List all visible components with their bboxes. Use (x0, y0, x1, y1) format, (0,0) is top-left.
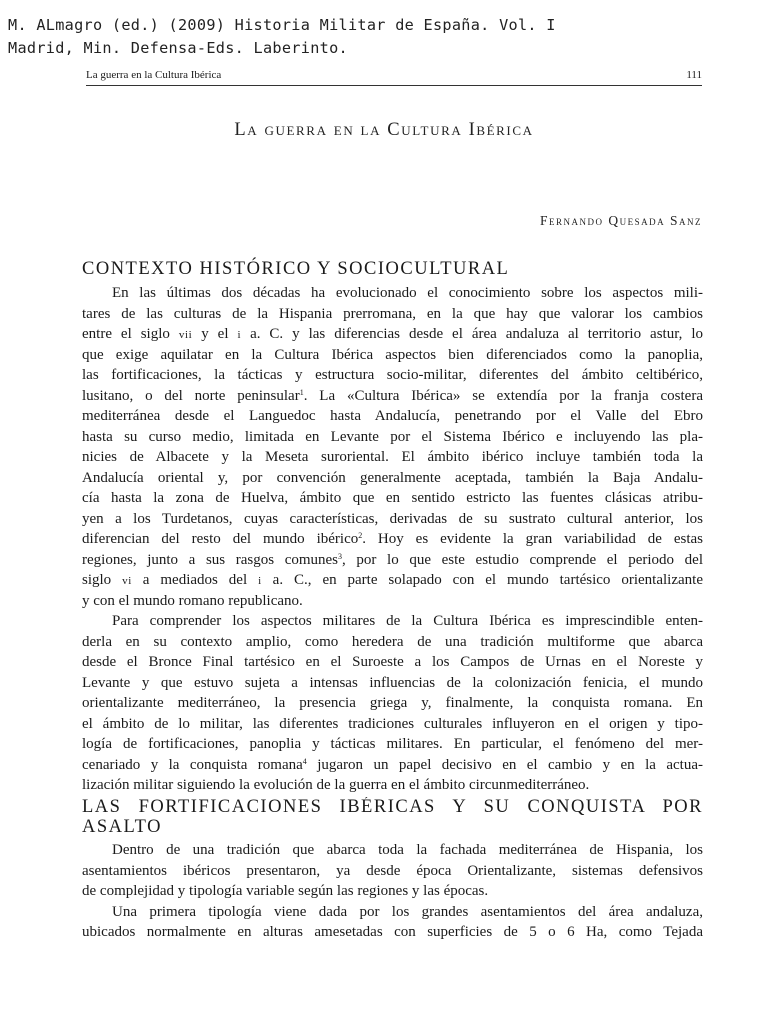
section-contexto (82, 259, 703, 796)
text-line: Una primera tipología viene dada por los grandes asentamientos del área andaluza, (112, 903, 703, 920)
footnote-ref: 2 (358, 531, 363, 540)
text-line: logía de fortificaciones, panoplia y tácticas militares. En particular, el fenómeno del mer- (82, 736, 703, 752)
page-number: 111 (686, 69, 702, 81)
paragraph-3 (82, 840, 703, 902)
footnote-ref: 1 (299, 387, 304, 397)
text-line: de complejidad y tipología variable según las regiones y las épocas. (82, 883, 489, 899)
text-line: que exige aquilatar en la Cultura Ibérica aspectos bien diferenciados como la panoplia, (82, 346, 703, 363)
paragraph-2 (82, 611, 703, 796)
section-heading (82, 797, 703, 837)
text-line: Levante y que estuvo sujeta a intensas influencias de la colonización fenicia, el mundo (82, 674, 703, 691)
text-line: hasta su curso medio, limitada en Levante por el Sistema Ibérico e incluyendo las pla- (82, 428, 703, 445)
text-line: Para comprender los aspectos militares de la Cultura Ibérica es imprescindible enten- (112, 613, 703, 629)
text-line: y con el mundo romano republicano. (82, 592, 303, 609)
paragraph-1 (82, 283, 703, 611)
text-line: cía hasta la zona de Huelva, ámbito que en sentido estricto las fuentes clásicas atribu- (82, 490, 703, 506)
text-line: tares de las culturas de la Hispania prerromana, en la que hay que valorar los cambios (82, 305, 703, 322)
text-line: Dentro de una tradición que abarca toda la fachada mediterránea de Hispania, los (112, 842, 703, 858)
running-head (86, 68, 702, 86)
footnote-ref: 3 (338, 551, 343, 561)
text-line: las fortificaciones, la tácticas y estructura socio-militar, diferentes del ámbito celtibérico, (82, 367, 703, 383)
text-line: lusitano, o del norte peninsular$^1$. La «Cultura Ibérica» se extendía por la franja costera (82, 387, 703, 404)
text-line: nicies de Albacete y la Meseta suroriental. El ámbito ibérico incluye también toda la (82, 449, 703, 465)
text-line: siglo vi a mediados del i a. C., en parte solapado con el mundo tartésico orientalizante (82, 572, 703, 588)
text-line: cenariado y la conquista romana$^4$ jugaron un papel decisivo en el cambio y en la actua- (82, 756, 703, 773)
paragraph-4 (82, 902, 703, 943)
running-head-title: La guerra en la Cultura Ibérica (86, 69, 222, 81)
text-line: el ámbito de lo militar, las diferentes tradiciones culturales influyeron en el origen y tipo- (82, 715, 703, 732)
text-line: ubicados normalmente en alturas amesetadas con superficies de 5 o 6 Ha, como Tejada (82, 924, 703, 940)
text-line: desde el Bronce Final tartésico en el Suroeste a los Campos de Urnas en el Noreste y (82, 654, 703, 670)
citation-line-2: Madrid, Min. Defensa-Eds. Laberinto. (8, 39, 348, 57)
text-line: regiones, junto a sus rasgos comunes$^3$, por lo que este estudio comprende el periodo del (82, 551, 703, 568)
author-name: Fernando Quesada Sanz (539, 213, 702, 228)
text-line: yen a los Turdetanos, cuyas características, derivadas de su sustrato cultural anterior, los (82, 510, 703, 527)
section-heading-line-2: ASALTO (82, 817, 162, 837)
text-line: asentamientos ibéricos presentaron, ya desde época Orientalizante, sistemas defensivos (82, 862, 703, 879)
section-fortificaciones (82, 797, 703, 943)
text-line: entre el siglo vii y el i a. C. y las diferencias desde el área andaluza al territorio astur, lo (82, 326, 703, 342)
text-line: orientalizante mediterráneo, la presencia griega y, finalmente, la conquista romana. En (82, 695, 703, 711)
citation-header (8, 14, 760, 60)
text-line: Andalucía oriental y, por convención generalmente aceptada, también la Baja Andalu- (82, 469, 703, 486)
text-line: mediterránea desde el Languedoc hasta Andalucía, penetrando por el Valle del Ebro (82, 408, 703, 424)
text-line: lización militar siguiendo la evolución de la guerra en el ámbito circunmediterráneo. (82, 777, 590, 793)
text-line: diferencian del resto del mundo ibérico$^2$. Hoy es evidente la gran variabilidad de estas (82, 531, 703, 547)
text-line: derla en su contexto amplio, como heredera de una tradición multiforme que abarca (82, 633, 703, 650)
citation-line-1: M. ALmagro (ed.) (2009) Historia Militar de España. Vol. I (8, 16, 556, 34)
text-line: En las últimas dos décadas ha evolucionado el conocimiento sobre los aspectos mili- (112, 285, 703, 301)
footnote-ref: 4 (302, 756, 307, 766)
article-title: La guerra en la Cultura Ibérica (234, 120, 534, 140)
section-heading: CONTEXTO HISTÓRICO Y SOCIOCULTURAL (82, 259, 510, 279)
section-heading-line-1: LAS FORTIFICACIONES IBÉRICAS Y SU CONQUISTA POR (82, 797, 703, 817)
